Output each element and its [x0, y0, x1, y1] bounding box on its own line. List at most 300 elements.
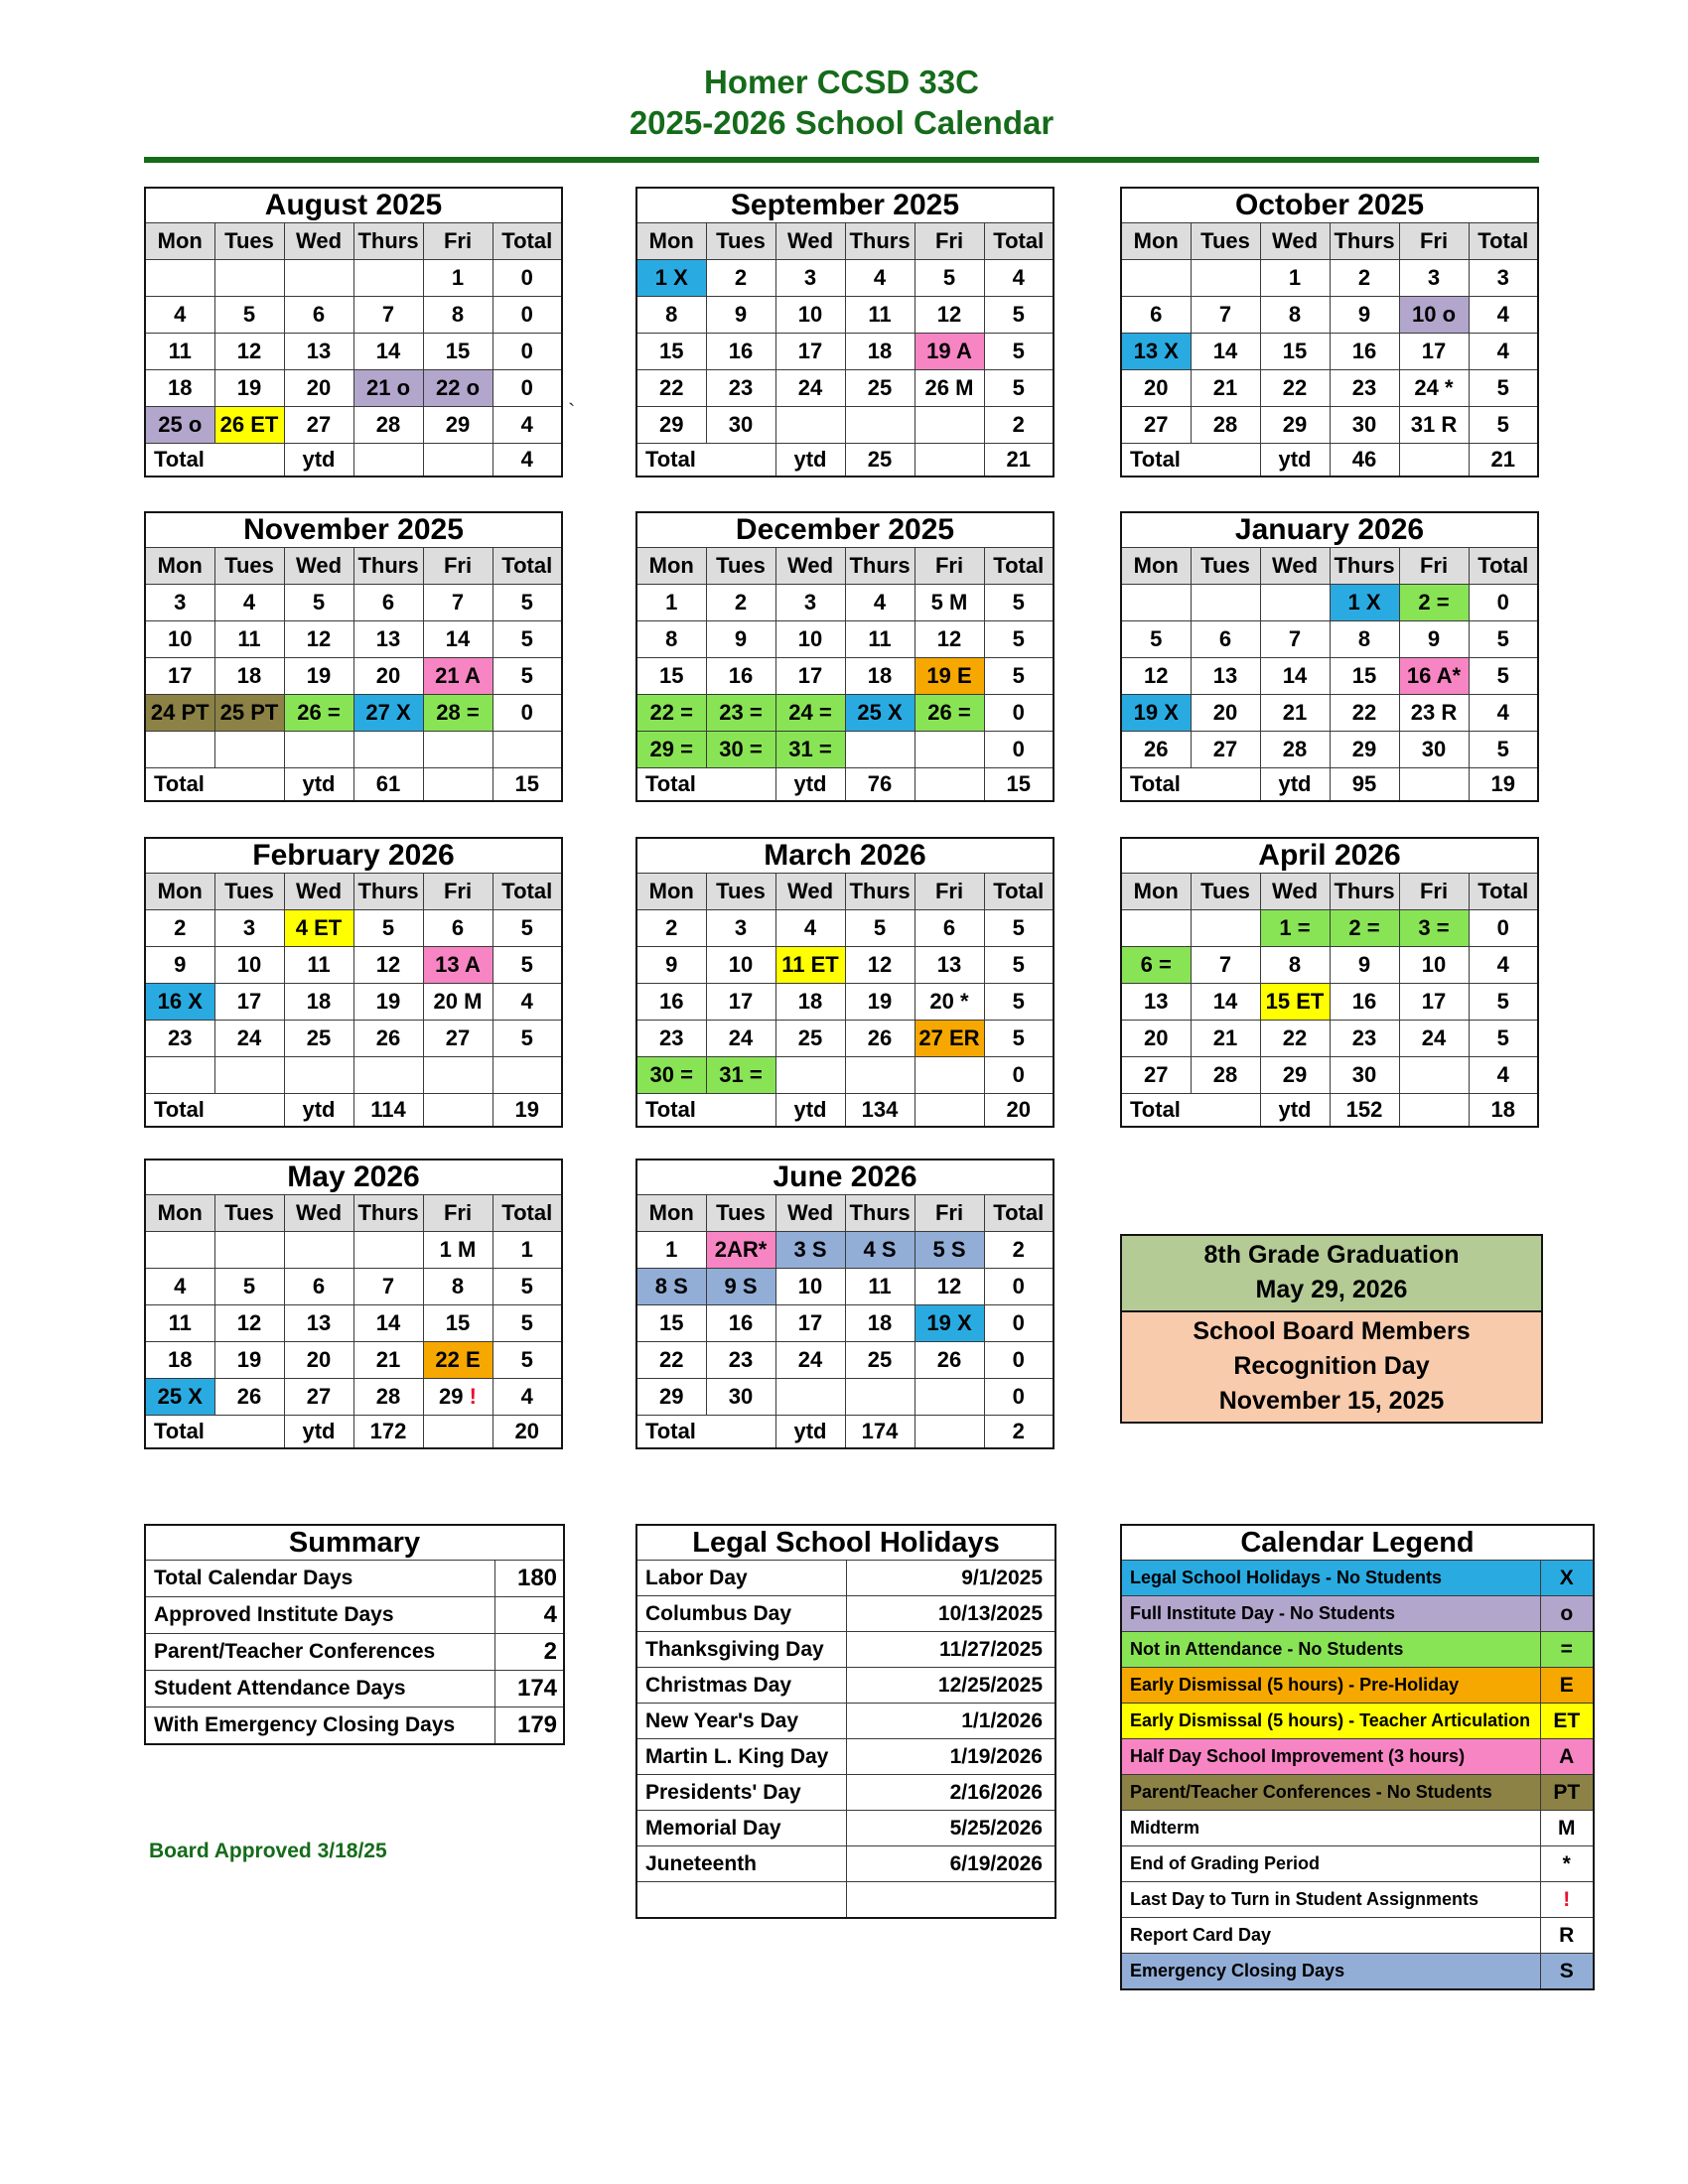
- day-cell: 3: [706, 910, 775, 947]
- week-total-cell: 4: [492, 407, 562, 444]
- weekday-header: Wed: [775, 1195, 845, 1232]
- weekday-header: Fri: [914, 874, 984, 910]
- week-row: [1121, 1057, 1538, 1094]
- weekday-header: Total: [492, 223, 562, 260]
- week-row: [636, 910, 1054, 947]
- day-cell: 17: [145, 658, 214, 695]
- month-total-label: Total: [1121, 1094, 1260, 1128]
- day-cell: [353, 1057, 423, 1094]
- day-cell: 23 =: [706, 695, 775, 732]
- weekday-header: Thurs: [845, 548, 914, 585]
- week-total-cell: 5: [492, 1269, 562, 1305]
- day-cell: [353, 260, 423, 297]
- week-row: [145, 732, 562, 768]
- week-row: [636, 1021, 1054, 1057]
- ytd-label: ytd: [1260, 444, 1330, 478]
- week-total-cell: 0: [492, 695, 562, 732]
- holiday-date: 1/1/2026: [846, 1704, 1055, 1739]
- weekday-header: Total: [984, 1195, 1054, 1232]
- notice-line: May 29, 2026: [1255, 1276, 1408, 1303]
- week-total-cell: [492, 732, 562, 768]
- week-row: [636, 334, 1054, 370]
- ytd-label: ytd: [284, 1416, 353, 1449]
- day-cell: 29: [636, 1379, 706, 1416]
- weekday-header: Wed: [775, 223, 845, 260]
- day-cell: 18: [145, 1342, 214, 1379]
- holiday-date: 1/19/2026: [846, 1739, 1055, 1775]
- day-cell: 30 =: [636, 1057, 706, 1094]
- day-cell: 30: [706, 407, 775, 444]
- holiday-name: Thanksgiving Day: [636, 1632, 846, 1668]
- day-cell: 25: [845, 1342, 914, 1379]
- week-total-cell: 0: [984, 695, 1054, 732]
- week-row: [1121, 658, 1538, 695]
- day-cell: 22 =: [636, 695, 706, 732]
- summary-label: With Emergency Closing Days: [145, 1707, 494, 1745]
- summary-value: 174: [494, 1671, 564, 1707]
- day-cell: 20: [1191, 695, 1260, 732]
- holiday-row: [636, 1561, 1055, 1596]
- day-cell: 15: [1260, 334, 1330, 370]
- day-cell: 7: [1260, 621, 1330, 658]
- day-cell: 27: [1191, 732, 1260, 768]
- day-cell: 1: [636, 1232, 706, 1269]
- legend-symbol: X: [1540, 1561, 1594, 1596]
- week-total-cell: 2: [984, 1232, 1054, 1269]
- weekday-header: Mon: [1121, 223, 1191, 260]
- day-cell: 17: [775, 658, 845, 695]
- week-row: [636, 1057, 1054, 1094]
- legend-symbol: PT: [1540, 1775, 1594, 1811]
- holiday-row: [636, 1739, 1055, 1775]
- week-total-cell: 0: [984, 1269, 1054, 1305]
- week-total-cell: 0: [1469, 910, 1538, 947]
- day-cell: 22: [1330, 695, 1399, 732]
- week-row: [1121, 407, 1538, 444]
- summary-label: Approved Institute Days: [145, 1597, 494, 1634]
- day-cell: 12: [284, 621, 353, 658]
- day-cell: 23: [1330, 370, 1399, 407]
- day-cell: 12: [353, 947, 423, 984]
- week-row: [145, 1379, 562, 1416]
- day-cell: 20: [284, 1342, 353, 1379]
- day-cell: 22: [1260, 370, 1330, 407]
- ytd-label: ytd: [1260, 1094, 1330, 1128]
- day-cell: 22 E: [423, 1342, 492, 1379]
- legend-label: End of Grading Period: [1121, 1846, 1540, 1882]
- legend-symbol: E: [1540, 1668, 1594, 1704]
- week-total-cell: 5: [1469, 658, 1538, 695]
- day-cell: 1 X: [636, 260, 706, 297]
- day-cell: 26 =: [284, 695, 353, 732]
- weekday-header: Total: [984, 548, 1054, 585]
- day-cell: [845, 1057, 914, 1094]
- day-cell: 12: [914, 297, 984, 334]
- spacer-cell: [914, 1416, 984, 1449]
- day-cell: 18: [284, 984, 353, 1021]
- day-cell: 23: [1330, 1021, 1399, 1057]
- ytd-label: ytd: [775, 768, 845, 802]
- month-total-label: Total: [1121, 444, 1260, 478]
- legend-row: [1121, 1596, 1594, 1632]
- day-cell: 14: [1191, 334, 1260, 370]
- day-cell: 25: [845, 370, 914, 407]
- day-cell: 23: [145, 1021, 214, 1057]
- month-total-label: Total: [636, 444, 775, 478]
- day-cell: 4: [145, 297, 214, 334]
- week-row: [636, 1379, 1054, 1416]
- day-cell: [775, 407, 845, 444]
- summary-label: Total Calendar Days: [145, 1561, 494, 1597]
- week-total-cell: 4: [1469, 947, 1538, 984]
- day-cell: 10 o: [1399, 297, 1469, 334]
- holiday-row: [636, 1882, 1055, 1919]
- day-cell: 18: [775, 984, 845, 1021]
- day-cell: 26: [353, 1021, 423, 1057]
- day-cell: [214, 732, 284, 768]
- day-cell: 6: [914, 910, 984, 947]
- day-cell: 21: [1191, 370, 1260, 407]
- summary-table: [144, 1524, 565, 1745]
- week-row: [145, 1269, 562, 1305]
- month-title-row: [145, 1160, 562, 1195]
- ytd-value: 134: [845, 1094, 914, 1128]
- legend-symbol: *: [1540, 1846, 1594, 1882]
- weekday-header-row: [145, 874, 562, 910]
- day-cell: 25 X: [145, 1379, 214, 1416]
- weekday-header: Tues: [214, 874, 284, 910]
- month-total-value: 19: [1469, 768, 1538, 802]
- holiday-date: 9/1/2025: [846, 1561, 1055, 1596]
- legend-label: Half Day School Improvement (3 hours): [1121, 1739, 1540, 1775]
- weekday-header: Mon: [145, 223, 214, 260]
- holidays-title-text: Legal School Holidays: [636, 1525, 1055, 1561]
- day-cell: 4: [145, 1269, 214, 1305]
- day-cell: [284, 1232, 353, 1269]
- month-total-row: [145, 768, 562, 802]
- weekday-header: Mon: [145, 1195, 214, 1232]
- month-title-row: [636, 188, 1054, 223]
- month-title: June 2026: [636, 1160, 1054, 1195]
- day-cell: 3: [775, 260, 845, 297]
- day-cell: 13 X: [1121, 334, 1191, 370]
- day-cell: [284, 260, 353, 297]
- day-cell: 29 =: [636, 732, 706, 768]
- month-total-value: 21: [984, 444, 1054, 478]
- week-total-cell: 4: [984, 260, 1054, 297]
- holiday-date: 2/16/2026: [846, 1775, 1055, 1811]
- legend-symbol: A: [1540, 1739, 1594, 1775]
- week-row: [145, 947, 562, 984]
- month-total-row: [636, 1094, 1054, 1128]
- weekday-header: Wed: [284, 223, 353, 260]
- month-title-row: [636, 1160, 1054, 1195]
- spacer-cell: [1399, 1094, 1469, 1128]
- week-total-cell: 0: [492, 260, 562, 297]
- week-row: [145, 260, 562, 297]
- day-cell: 21: [353, 1342, 423, 1379]
- day-cell: 15: [423, 1305, 492, 1342]
- day-cell: [845, 732, 914, 768]
- spacer-cell: [423, 768, 492, 802]
- weekday-header: Fri: [423, 548, 492, 585]
- week-total-cell: 5: [492, 1342, 562, 1379]
- week-total-cell: 0: [492, 297, 562, 334]
- week-total-cell: [492, 1057, 562, 1094]
- weekday-header: Wed: [1260, 223, 1330, 260]
- summary-row: [145, 1634, 564, 1671]
- weekday-header: Fri: [1399, 223, 1469, 260]
- header-divider: [144, 157, 1539, 163]
- day-cell: 18: [214, 658, 284, 695]
- day-cell: 20: [1121, 370, 1191, 407]
- day-cell: [353, 732, 423, 768]
- day-cell: [145, 1057, 214, 1094]
- week-row: [636, 1342, 1054, 1379]
- weekday-header: Total: [1469, 223, 1538, 260]
- day-cell: 20 *: [914, 984, 984, 1021]
- week-total-cell: 4: [1469, 334, 1538, 370]
- day-cell: 19: [353, 984, 423, 1021]
- week-row: [1121, 947, 1538, 984]
- day-cell: 2: [636, 910, 706, 947]
- day-cell: [423, 1057, 492, 1094]
- day-cell: 5: [1121, 621, 1191, 658]
- day-cell: 28: [1191, 1057, 1260, 1094]
- day-cell: 17: [214, 984, 284, 1021]
- legend-symbol: !: [1540, 1882, 1594, 1918]
- weekday-header-row: [145, 223, 562, 260]
- weekday-header: Tues: [706, 874, 775, 910]
- day-cell: 25 PT: [214, 695, 284, 732]
- legend-symbol: S: [1540, 1954, 1594, 1990]
- holiday-name: Memorial Day: [636, 1811, 846, 1846]
- week-row: [145, 297, 562, 334]
- month-total-value: 2: [984, 1416, 1054, 1449]
- week-row: [1121, 370, 1538, 407]
- day-cell: 15: [636, 334, 706, 370]
- weekday-header: Mon: [636, 223, 706, 260]
- week-row: [636, 407, 1054, 444]
- day-cell: 17: [1399, 984, 1469, 1021]
- week-row: [636, 260, 1054, 297]
- weekday-header: Mon: [636, 1195, 706, 1232]
- day-cell: 1: [423, 260, 492, 297]
- weekday-header: Fri: [423, 874, 492, 910]
- day-cell: 18: [845, 1305, 914, 1342]
- day-cell: 13: [914, 947, 984, 984]
- month-total-value: 18: [1469, 1094, 1538, 1128]
- ytd-value: 174: [845, 1416, 914, 1449]
- day-cell: 16: [636, 984, 706, 1021]
- weekday-header: Tues: [1191, 223, 1260, 260]
- day-cell: 2: [145, 910, 214, 947]
- week-row: [145, 695, 562, 732]
- ytd-label: ytd: [284, 768, 353, 802]
- month-total-row: [1121, 1094, 1538, 1128]
- day-cell: [214, 1057, 284, 1094]
- week-row: [636, 947, 1054, 984]
- day-cell: 26: [845, 1021, 914, 1057]
- announcement-box: [1120, 1234, 1543, 1424]
- day-cell: [914, 1379, 984, 1416]
- day-cell: 20: [1121, 1021, 1191, 1057]
- month-title-row: [145, 838, 562, 874]
- day-cell: 18: [145, 370, 214, 407]
- page-title-line2: 2025-2026 School Calendar: [629, 104, 1055, 141]
- week-total-cell: 5: [984, 334, 1054, 370]
- week-total-cell: 0: [984, 732, 1054, 768]
- day-cell: 11: [214, 621, 284, 658]
- day-cell: 20: [353, 658, 423, 695]
- legend-row: [1121, 1739, 1594, 1775]
- month-title: May 2026: [145, 1160, 562, 1195]
- week-total-cell: 0: [984, 1379, 1054, 1416]
- day-cell: 27: [423, 1021, 492, 1057]
- day-cell: 4 S: [845, 1232, 914, 1269]
- day-cell: 28: [353, 1379, 423, 1416]
- day-cell: 23: [706, 1342, 775, 1379]
- legend-symbol: o: [1540, 1596, 1594, 1632]
- month-total-value: 20: [984, 1094, 1054, 1128]
- day-cell: 10: [145, 621, 214, 658]
- day-cell: 26 =: [914, 695, 984, 732]
- day-cell: 10: [775, 1269, 845, 1305]
- ytd-label: ytd: [284, 1094, 353, 1128]
- day-cell: [1191, 260, 1260, 297]
- day-cell: 9: [706, 621, 775, 658]
- week-total-cell: 4: [492, 984, 562, 1021]
- day-cell: 11: [845, 621, 914, 658]
- week-total-cell: 4: [1469, 1057, 1538, 1094]
- ytd-label: ytd: [775, 444, 845, 478]
- week-total-cell: 5: [1469, 1021, 1538, 1057]
- month-total-value: 19: [492, 1094, 562, 1128]
- week-row: [1121, 621, 1538, 658]
- day-cell: [145, 260, 214, 297]
- weekday-header: Mon: [636, 548, 706, 585]
- month-total-label: Total: [636, 1094, 775, 1128]
- legend-row: [1121, 1632, 1594, 1668]
- month-calendar-march-2026: [635, 837, 1055, 1128]
- day-cell: 16: [706, 334, 775, 370]
- week-total-cell: 5: [984, 297, 1054, 334]
- holiday-row: [636, 1846, 1055, 1882]
- day-cell: [1191, 910, 1260, 947]
- week-total-cell: 0: [1469, 585, 1538, 621]
- day-cell: 9: [636, 947, 706, 984]
- day-cell: 4: [845, 260, 914, 297]
- day-cell: 24: [1399, 1021, 1469, 1057]
- summary-row: [145, 1707, 564, 1745]
- spacer-cell: [914, 768, 984, 802]
- week-row: [636, 297, 1054, 334]
- day-cell: 11: [845, 297, 914, 334]
- month-calendar-june-2026: [635, 1159, 1055, 1449]
- day-cell: 24 *: [1399, 370, 1469, 407]
- month-total-row: [145, 1416, 562, 1449]
- day-cell: 1: [636, 585, 706, 621]
- month-total-label: Total: [145, 1416, 284, 1449]
- holiday-name: Martin L. King Day: [636, 1739, 846, 1775]
- month-calendar-september-2025: [635, 187, 1055, 478]
- day-cell: 2: [706, 260, 775, 297]
- legend-row: [1121, 1954, 1594, 1990]
- day-cell: 15: [423, 334, 492, 370]
- day-cell: 3 S: [775, 1232, 845, 1269]
- week-row: [636, 658, 1054, 695]
- day-cell: 8: [423, 297, 492, 334]
- day-cell: 10: [775, 621, 845, 658]
- board-approved-note: Board Approved 3/18/25: [149, 1840, 387, 1862]
- day-cell: 8: [1260, 297, 1330, 334]
- weekday-header: Mon: [145, 874, 214, 910]
- week-row: [145, 1342, 562, 1379]
- spacer-cell: [423, 444, 492, 478]
- holiday-name: Juneteenth: [636, 1846, 846, 1882]
- holiday-name: New Year's Day: [636, 1704, 846, 1739]
- day-cell: [914, 1057, 984, 1094]
- day-cell: 16: [706, 1305, 775, 1342]
- weekday-header: Fri: [914, 1195, 984, 1232]
- day-cell: 21 o: [353, 370, 423, 407]
- summary-title: [145, 1525, 564, 1561]
- month-title-row: [1121, 188, 1538, 223]
- day-cell: 6: [423, 910, 492, 947]
- legend-row: [1121, 1918, 1594, 1954]
- week-row: [1121, 695, 1538, 732]
- holiday-row: [636, 1811, 1055, 1846]
- day-cell: 29: [1260, 1057, 1330, 1094]
- holiday-row: [636, 1704, 1055, 1739]
- notice-line: Recognition Day: [1233, 1352, 1430, 1380]
- holiday-name: Christmas Day: [636, 1668, 846, 1704]
- month-title-row: [145, 188, 562, 223]
- day-cell: 7: [423, 585, 492, 621]
- month-title-row: [636, 512, 1054, 548]
- day-cell: [845, 407, 914, 444]
- board-recognition-notice: [1122, 1310, 1541, 1422]
- ytd-value: 46: [1330, 444, 1399, 478]
- legend-label: Full Institute Day - No Students: [1121, 1596, 1540, 1632]
- ytd-value: 76: [845, 768, 914, 802]
- day-cell: 25: [284, 1021, 353, 1057]
- week-total-cell: 5: [1469, 984, 1538, 1021]
- day-cell: 27: [284, 407, 353, 444]
- week-total-cell: 5: [492, 1021, 562, 1057]
- week-total-cell: 5: [492, 947, 562, 984]
- day-cell: [914, 407, 984, 444]
- week-row: [636, 984, 1054, 1021]
- holiday-name: Columbus Day: [636, 1596, 846, 1632]
- day-cell: 6: [353, 585, 423, 621]
- week-row: [636, 1269, 1054, 1305]
- day-cell: 16: [1330, 984, 1399, 1021]
- day-cell: 30: [1330, 1057, 1399, 1094]
- weekday-header: Thurs: [353, 223, 423, 260]
- week-row: [636, 621, 1054, 658]
- spacer-cell: [423, 1416, 492, 1449]
- day-cell: 24: [775, 370, 845, 407]
- week-total-cell: 4: [1469, 297, 1538, 334]
- day-cell: 5 S: [914, 1232, 984, 1269]
- weekday-header: Fri: [1399, 874, 1469, 910]
- legend-title-text: Calendar Legend: [1121, 1525, 1594, 1561]
- day-cell: 14: [1191, 984, 1260, 1021]
- week-row: [1121, 260, 1538, 297]
- day-cell: 24: [775, 1342, 845, 1379]
- weekday-header: Thurs: [1330, 548, 1399, 585]
